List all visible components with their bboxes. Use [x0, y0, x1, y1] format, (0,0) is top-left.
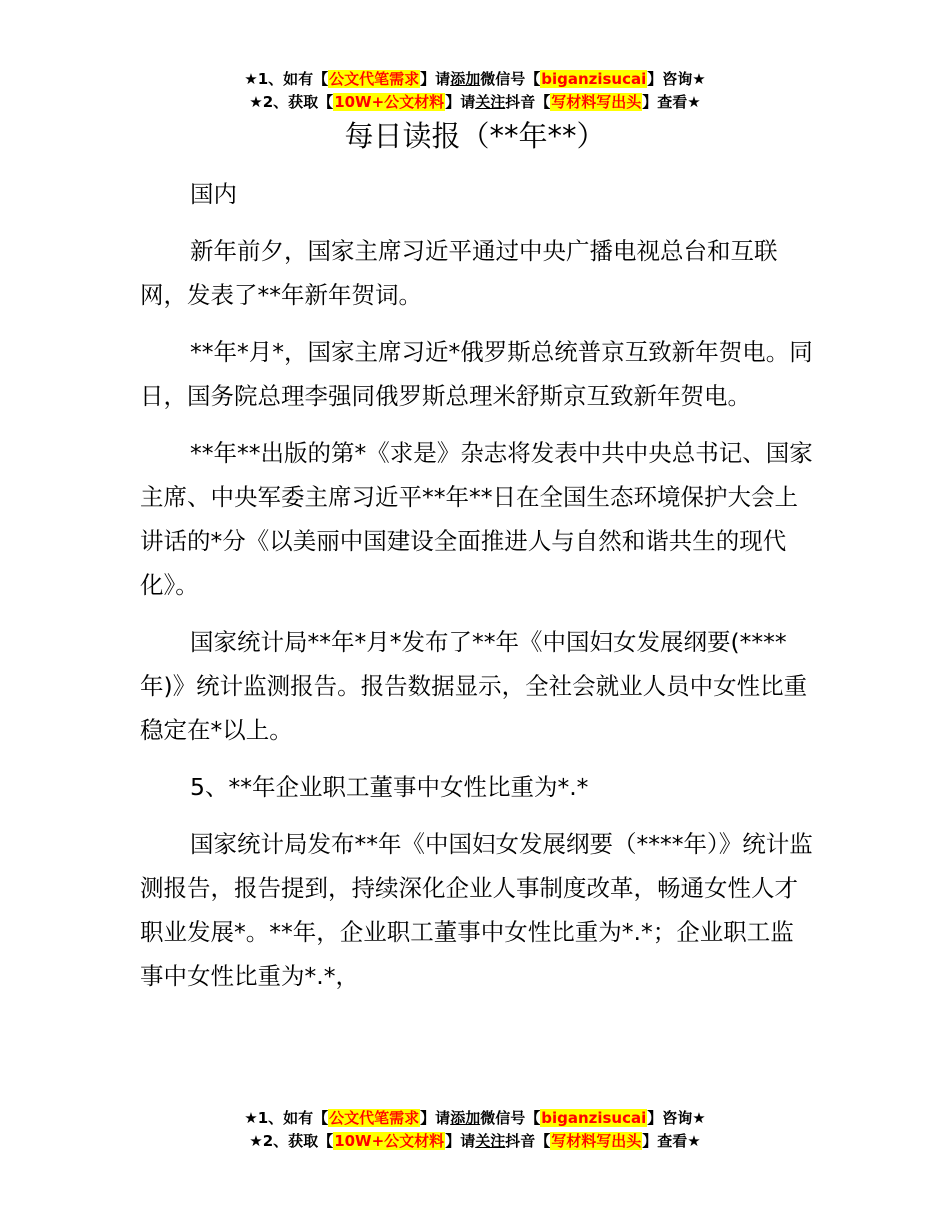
banner-text: 】查看★	[642, 1132, 701, 1150]
banner-text: 微信号【	[480, 1109, 541, 1127]
banner-text: ★2、获取【	[249, 1132, 334, 1150]
paragraph: **年**出版的第*《求是》杂志将发表中共中央总书记、国家主席、中央军委主席习近平**年**日在全国生态环境保护大会上讲话的*分《以美丽中国建设全面推进人与自然和谐共生的现代化》。	[140, 439, 813, 599]
banner-highlight: 写材料写出头	[551, 1132, 642, 1150]
banner-underline: 关注	[475, 1132, 506, 1150]
banner-highlight: 写材料写出头	[551, 93, 642, 111]
footer-banner	[0, 1107, 950, 1153]
paragraph: 国家统计局**年*月*发布了**年《中国妇女发展纲要(****年)》统计监测报告。报告数据显示，全社会就业人员中女性比重稳定在*以上。	[140, 628, 808, 744]
paragraph: **年*月*，国家主席习近*俄罗斯总统普京互致新年贺电。同日，国务院总理李强同俄罗斯总理米舒斯京互致新年贺电。	[140, 338, 813, 410]
banner-text: 】查看★	[642, 93, 701, 111]
banner-text: ★1、如有【	[244, 1109, 329, 1127]
banner-underline: 关注	[475, 93, 506, 111]
banner-line-1	[0, 1107, 950, 1130]
banner-underline: 添加	[450, 1109, 481, 1127]
banner-highlight: 公文代笔需求	[329, 1109, 420, 1127]
banner-text: 抖音【	[505, 1132, 551, 1150]
paragraph: 5、**年企业职工董事中女性比重为*.*	[190, 773, 589, 801]
banner-text: 】咨询★	[647, 1109, 706, 1127]
banner-line-1	[0, 68, 950, 91]
banner-text: 】请	[445, 93, 476, 111]
banner-highlight: biganzisucai	[541, 70, 647, 88]
banner-line-2	[0, 91, 950, 114]
section-heading: 国内	[190, 180, 237, 208]
banner-text: 】咨询★	[647, 70, 706, 88]
document-body	[140, 172, 815, 1011]
banner-text: 微信号【	[480, 70, 541, 88]
banner-text: 】请	[420, 70, 451, 88]
banner-text: ★2、获取【	[249, 93, 334, 111]
banner-text: ★1、如有【	[244, 70, 329, 88]
banner-text: 】请	[420, 1109, 451, 1127]
banner-highlight: biganzisucai	[541, 1109, 647, 1127]
banner-text: 】请	[445, 1132, 476, 1150]
paragraph: 国家统计局发布**年《中国妇女发展纲要（****年）》统计监测报告，报告提到，持续深化企业人事制度改革，畅通女性人才职业发展*。**年，企业职工董事中女性比重为*.*；企业职工监事中女性比重为*.*，	[140, 830, 813, 990]
banner-highlight: 10W+公文材料	[334, 1132, 445, 1150]
banner-highlight: 10W+公文材料	[334, 93, 445, 111]
paragraph: 新年前夕，国家主席习近平通过中央广播电视总台和互联网，发表了**年新年贺词。	[140, 237, 778, 309]
banner-highlight: 公文代笔需求	[329, 70, 420, 88]
header-banner	[0, 68, 950, 114]
document-title: 每日读报（**年**）	[344, 119, 606, 153]
banner-text: 抖音【	[505, 93, 551, 111]
banner-line-2	[0, 1130, 950, 1153]
banner-underline: 添加	[450, 70, 481, 88]
